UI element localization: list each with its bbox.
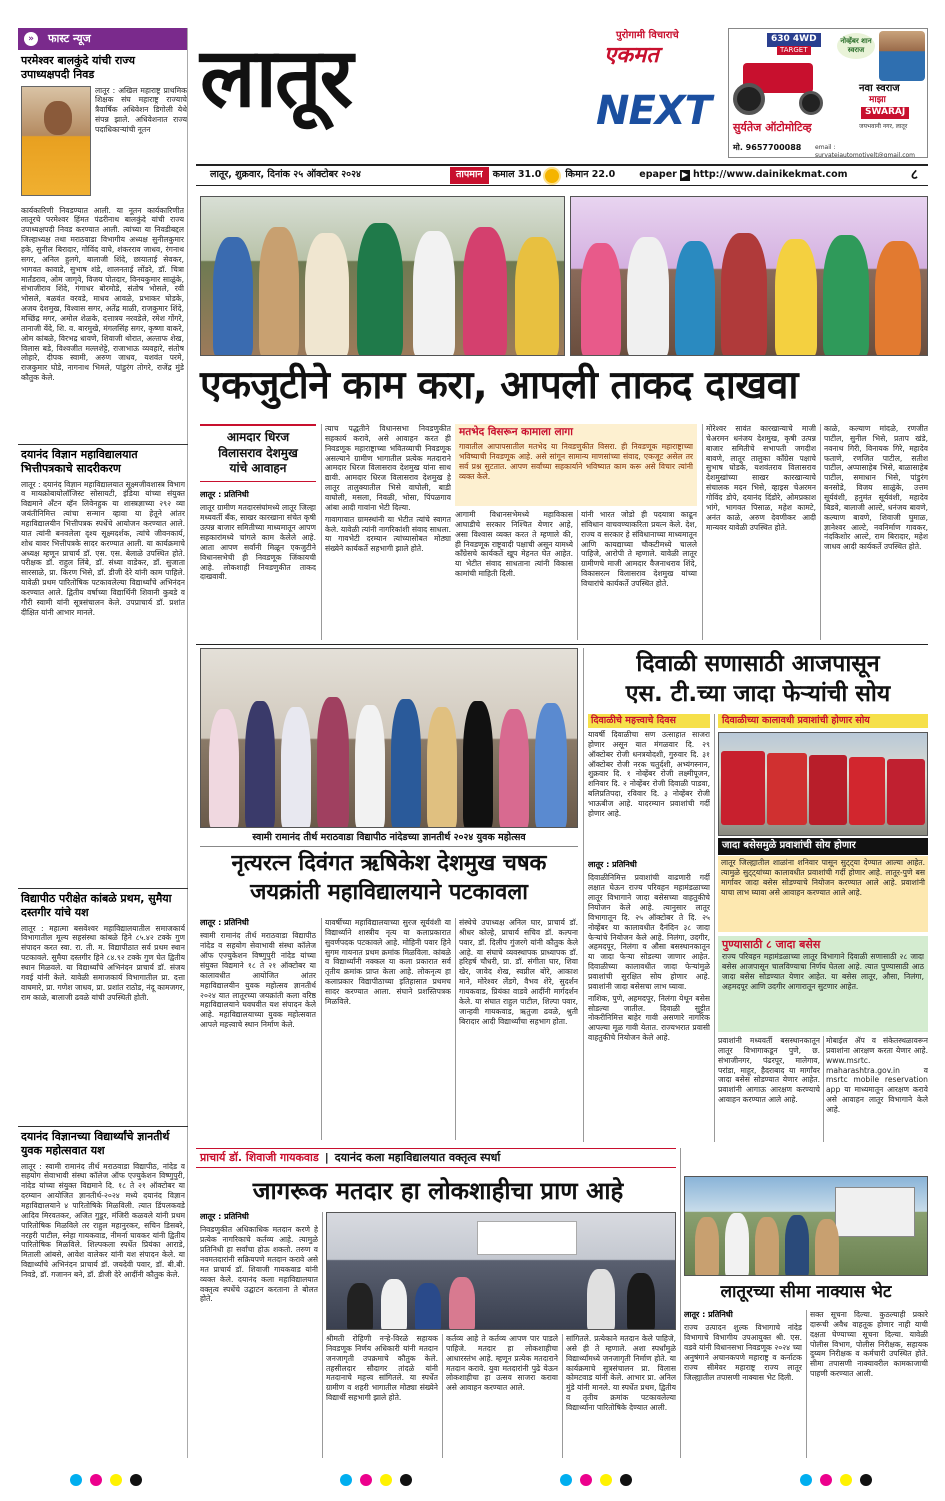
sidebar-story-1 — [18, 50, 187, 406]
youth-headline-2: जयक्रांती महाविद्यालयाने पटकावला — [250, 879, 528, 905]
border-body-a: राज्य उत्पादन शुल्क विभागाचे नांदेड विभागाचे विभागीय उपआयुक्त श्री. एस. वडवे यांनी विधानसभा निवडणूक २०२४ च्या अनुषंगाने अचानकपणे महाराष्ट्र व कर्नाटक राज्य सीमेवर महाराष्ट्र राज्य लातूर जिल्ह्यातील तपासणी नाक्यास भेट दिली. — [684, 1323, 802, 1382]
story-4-title: दयानंद विज्ञानच्या विद्यार्थ्यांचे ज्ञानतीर्थ युवक महोत्सवात यश — [21, 1130, 170, 1157]
diwali-body-d: मोबाईल ॲप व संकेतस्थळावरून प्रवाशांना आरक्षण करता येणार आहे. www.msrtc. maharashtra.gov.in व msrtc mobile reservation app या माध्यमातून आरक्षण करावे असे आवाहन लातूर विभागाने केले आहे. — [826, 1036, 928, 1115]
buses-caption: जादा बसेसमुळे प्रवाशांची सोय होणार — [718, 838, 928, 855]
next-logo: NEXT — [596, 88, 711, 134]
story-3-title: विद्यापीठ परीक्षेत कांबळे प्रथम, सुमैया दस्तगीर यांचे यश — [21, 892, 172, 919]
youth-caption: स्वामी रामानंद तीर्थ मराठवाडा विद्यापीठ नांदेडच्या ज्ञानतीर्थ २०२४ युवक महोत्सव — [200, 832, 578, 847]
ad-brand-line2: माझा — [869, 95, 886, 105]
lead-photo-left — [200, 196, 565, 356]
lead-body-d: आगामी विधानसभेमध्ये महाविकास आघाडीचे सरकार निश्चित येणार आहे, असा विश्वास व्यक्त करत ते म्हणाले की, ही निवडणूक राष्ट्रवादी पक्षाची असून यामध्ये काँग्रेसचे कार्यकर्ते खूप मेहनत घेत आहेत. या भेटीत संवाद साधताना त्यांनी विकास कामांची माहिती दिली. — [455, 510, 573, 579]
pune-head: पुण्यासाठी ८ जादा बसेस — [722, 938, 821, 951]
voter-body-b: श्रीमती रोहिणी नऱ्हे-विरळे सहायक निवडणूक निर्णय अधिकारी यांनी मतदान जनजागृती उपक्रमाचे कौतुक केले. तहसीलदार सौदागर तांदळे यांनी मतदानाचे महत्त्व सांगितले. या स्पर्धेत ग्रामीण व शहरी भागातील मोठ्या संख्येने विद्यार्थी सहभागी झाले होते. — [326, 1334, 438, 1403]
story-2-title: दयानंद विज्ञान महाविद्यालयात भित्तीपत्रकाचे सादरीकरण — [21, 448, 138, 475]
voter-body-a: निवडणुकीत अधिकाधिक मतदान करणे हे प्रत्येक नागरिकाचे कर्तव्य आहे. त्यामुळे प्रतिनिधी हा सर्वांचा होऊ शकतो. तरुण व नवमतदारांनी सक्रियपणे मतदान करावे असे मत प्राचार्य डॉ. शिवाजी गायकवाड यांनी व्यक्त केले. दयानंद कला महाविद्यालयात वक्तृत्व स्पर्धेचे उद्घाटन करताना ते बोलत होते. — [200, 1225, 318, 1304]
border-body-b: सक्त सूचना दिल्या. कुठल्याही प्रकारे दारूची अवैध वाहतूक होणार नाही याची दक्षता घेण्याच्या सूचना दिल्या. यावेळी पोलीस विभाग, पोलीस निरीक्षक, सहायक दुय्यम निरीक्षक व कर्मचारी उपस्थित होते. सीमा तपासणी नाक्यावरील कामकाजाची पाहणी करण्यात आली. — [810, 1310, 928, 1379]
youth-body-c: संस्थेचे उपाध्यक्ष अनिल घार, प्राचार्य डॉ. श्रीधर कोल्हे, प्राचार्य सचिव डॉ. कल्पना पवार, डॉ. दिलीप गुंजरगे यांनी कौतुक केले आहे. या संघाचे व्यवस्थापक प्राध्यापक डॉ. हरिहर्ष चौधरी, प्रा. डॉ. संगीता घार, शिवा खेर, जावेद शेख, स्वप्नील बोरे, आकाश माने, मोरेश्वर लेंडगे, वैभव शेरे, सुदर्शन गायकवाड, प्रियंका वाडवे आदींनी मार्गदर्शन केले. या संघात राहुल पाटील, शिल्पा पवार, जान्हवी गायकवाड, ऋतुजा ढवळे, श्रुती बिरादार आदी विद्यार्थ्यांचा सहभाग होता. — [459, 918, 578, 1026]
ad-dealer: सुर्यतेज ऑटोमोटिव्ह — [733, 121, 812, 134]
lead-subhead-1: आमदार धिरज — [226, 430, 290, 444]
diwali-headline — [588, 650, 928, 710]
lead-col-3 — [455, 510, 573, 640]
story-2-body: लातूर : दयानंद विज्ञान महाविद्यालयात सूक्ष्मजीवशास्त्र विभाग व मायक्रोबायोलॉजिस्ट सोसायटी, इंडिया यांच्या संयुक्त विद्यमाने अँटन व्हॅन लिवेनहुक या शास्त्रज्ञाच्या २९२ व्या जयंतीनिमित्त त्यांचा सन्मान व्हावा या हेतूने आंतर महाविद्यालयीन भित्तीपत्रक स्पर्धेचे आयोजन करण्यात आले. यात त्यांनी बनवलेला दृश्य सूक्ष्मदर्शक, त्यांचे जीवनकार्य, शोध यावर भित्तीपत्रके सादर करण्यात आली. या कार्यक्रमाचे अध्यक्ष म्हणून प्राचार्य डॉ. एस. एस. बेलाळे उपस्थित होते. परीक्षक डॉ. राहुल लिंबे, डॉ. संध्या वाडेकर, डॉ. सुजाता सारसाळे, प्रा. किरण भिसे, डॉ. डीजी देरे यांनी काम पाहिले. यावेळी प्रथम पारितोषिक पटकावलेल्या विद्यार्थ्यांचे अभिनंदन करण्यात आले. द्वितीय वर्षाच्या विद्यार्थिनी शिवानी कुबडे व गौरी स्वामी यांनी सूत्रसंचालन केले. उपप्राचार्य डॉ. प्रशांत दीक्षित यांनी आभार मानले. — [21, 479, 185, 617]
voter-headline: जागरूक मतदार हा लोकशाहीचा प्राण आहे — [252, 1177, 624, 1205]
fast-news-label: फास्ट न्यूज — [48, 31, 91, 45]
lead-body-b: त्याच पद्धतीने विधानसभा निवडणुकीत सहकार्य करावे, असे आवाहन करत ही निवडणूक महाराष्ट्राच्या भवितव्याची निवडणूक असल्याने ग्रामीण भागातील प्रत्येक मतदाराने आमदार धिरज विलासराव देशमुख यांना साथ द्यावी. आमदार धिरज विलासराव देशमुख हे लातूर तालुक्यातील भिसे वाघोली, बाडी वाघोली, मसला, निवळी, भोसा, पिंपळगाव आंबा आदी गावांना भेटी दिल्या. — [325, 424, 451, 512]
lead-body-e: यांनी भारत जोडो ही पदयात्रा काढून संविधान वाचवण्याकरिता प्रयत्न केले. देश, राज्य व सरकार हे संविधानाच्या माध्यमातून आणि कायद्याच्या चौकटीमध्ये चालले पाहिजे, आरोपी ते म्हणाले. यावेळी लातूर ग्रामीणचे माजी आमदार वैजनाथराव शिंदे, विकासरत्न विलासराव देशमुख यांच्या विचारांचे कार्यकर्ते उपस्थित होते. — [581, 510, 697, 589]
temp-label: तापमान — [450, 167, 489, 183]
youth-col-1 — [200, 918, 316, 1140]
ad-model: 630 4WD — [767, 33, 821, 47]
youth-headline-1: नृत्यरत्न दिवंगत ऋषिकेश देशमुख चषक — [231, 851, 547, 876]
border-byline: लातूर : प्रतिनिधी — [684, 1310, 733, 1319]
brand-logo: एकमत — [604, 43, 659, 68]
buses-photo — [718, 732, 928, 836]
tractor-ad[interactable] — [728, 28, 928, 158]
voter-byline: लातूर : प्रतिनिधी — [200, 1212, 249, 1221]
ad-brand-line1: नवा स्वराज — [859, 83, 900, 94]
youth-col-2 — [325, 918, 451, 1140]
border-col-2 — [810, 1310, 928, 1458]
masthead-title: लातूर — [200, 31, 352, 126]
chevron-icon: » — [24, 32, 38, 46]
voter-col-2 — [326, 1334, 438, 1458]
swaraj-logo: SWARAJ — [861, 107, 909, 119]
buses-body: लातूर जिल्ह्यातील शाळांना शनिवार पासून सुट्ट्या देण्यात आल्या आहेत. त्यामुळे सुट्ट्यांच्या कालावधीत प्रवाशांची गर्दी होणार आहे. लातूर-पुणे बस मार्गावर जादा बसेस सोडण्याचे नियोजन करण्यात आले आहे. प्रवाशांनी याचा लाभ घ्यावा असे आवाहन करण्यात आले आहे. — [718, 856, 928, 932]
site-url[interactable]: http://www.dainikekmat.com — [693, 169, 848, 181]
sidebar-story-4 — [21, 1130, 185, 1447]
lead-col-1 — [200, 490, 316, 640]
diwali-headline-2: एस. टी.च्या जादा फेऱ्यांची सोय — [625, 680, 891, 707]
lead-box — [455, 424, 697, 506]
lead-subhead — [200, 424, 316, 482]
diwali-days: यावर्षी दिवाळीचा सण उत्साहात साजरा होणार असून यात मंगळवार दि. २९ ऑक्टोबर रोजी धनत्रयोदशी, गुरुवार दि. ३१ ऑक्टोबर रोजी नरक चतुर्दशी, अभ्यंगस्नान, शुक्रवार दि. १ नोव्हेंबर रोजी लक्ष्मीपूजन, शनिवार दि. २ नोव्हेंबर रोजी दिवाळी पाडवा, बलिप्रतिपदा, रविवार दि. ३ नोव्हेंबर रोजी भाऊबीज आहे. यादरम्यान प्रवाशांची गर्दी होणार आहे. — [588, 730, 710, 818]
ad-person — [879, 31, 925, 81]
diwali-byline: लातूर : प्रतिनिधी — [588, 860, 637, 869]
ad-phone: मो. 9657700088 — [733, 143, 802, 152]
lead-col-4 — [581, 510, 697, 640]
sun-icon — [545, 169, 559, 183]
ad-email: email : suryatejautomotivelt@gmail.com — [815, 144, 916, 158]
border-headline: लातूरच्या सीमा नाक्यास भेट — [720, 1282, 892, 1302]
youth-headline — [200, 850, 578, 907]
diwali-headline-1: दिवाळी सणासाठी आजपासून — [636, 651, 880, 677]
youth-photo — [200, 648, 578, 828]
lead-subhead-3: यांचे आवाहन — [229, 461, 287, 476]
temp-min: किमान 22.0 — [565, 169, 616, 181]
lead-box-title: मतभेद विसरून कामाला लागा — [459, 426, 573, 438]
lead-col-6 — [824, 424, 928, 640]
story-3-body: लातूर : महात्मा बसवेश्वर महाविद्यालयातील समाजकार्य विभागातील मूल्य सहसंस्था कांबळे हिने ८५.४२ टक्के गुण संपादन करत स्वा. रा. ती. म. विद्यापीठात सर्व प्रथम स्थान पटकावले. सुमैया दस्तगीर हिने ८४.९२ टक्के गुण घेत द्वितीय स्थान मिळवले. या विद्यार्थ्यांचे अभिनंदन प्राचार्य डॉ. संजय गवई यांनी केले. यावेळी समाजकार्य विभागातील प्रा. दत्ता वाघमारे, प्रा. गणेश जाधव, प्रा. प्रशांत राठोड, नंदू कामजगर, राम काळे, बालाजी ढवळे यांची उपस्थिती होती. — [21, 923, 185, 1002]
story-1-body: कार्यकारिणी निवडण्यात आली. या नूतन कार्यकारिणीत लातूरचे परमेश्वर हिंमत पंढरीनाथ बालकुंदे यांची राज्य उपाध्यक्षपदी निवड करण्यात आली. त्यांच्या या निवडीबद्दल जिल्हाध्यक्ष तथा मराठवाडा विभागीय अध्यक्ष सुनीलकुमार हके, सुनील बिरादार, गोविंद वाघे, शंकरराव जाधव, रंगनाथ सगर, अनिल हुलगे, बालाजी शिंदे, छायाताई सेवकर, भागवत कावाडे, सुभाष शंडे, शालनताई लोंडरे, डॉ. चित्रा मार्तंडराव, ओम जागृवे, विजय पोतदार, विनयकुमार साळुंके, संभाजीराव शिंदे, गंगाधर बोरमोडे, संतोष भोसले, रवी भोसले, बळवंत वरवडे, माधव आवळे, प्रभाकर घोडके, अजय देशमुख, विश्वास सगर, अतेंद्र माळी, राजकुमार शिंदे, मच्छिंद्र मगर, अमोल शेळके, दत्तात्रय नरवडेले, रमेश गोंगरे, तानाजी येंदे, शि. व. बारमुखे, मंगलसिंह सगर, कृष्णा वाकरे, ओम कांबळे, विरभद्र धावणे, शिवाजी थोरात, अल्ताफ शेख, विलास बडे, विश्वजीत मल्लशेट्टे, राजाभाऊ व्यवहारे, संतोष लोहारे, दीपक स्वामी, अरुण जाधव, यशवंत परमे, राजकुमार घोडे, नागनाथ भिमले, पांडुरंग तोगरे, राजेंद्र मुंडे कौतुक केले. — [21, 205, 184, 383]
fast-news-header — [18, 28, 187, 50]
diwali-col-1 — [588, 860, 710, 1142]
lead-col-5 — [706, 424, 816, 640]
lead-byline: लातूर : प्रतिनिधी — [200, 490, 249, 499]
sidebar-story-2 — [21, 448, 185, 880]
pune-body: राज्य परिवहन महामंडळाच्या लातूर विभागाने दिवाळी सणासाठी २८ जादा बसेस आजपासून चालविण्याचा निर्णय घेतला आहे. त्यात पुण्यासाठी आठ जादा बसेस सोडण्यात येणार आहेत. या बसेस लातूर, औसा, निलंगा, अहमदपूर आणि उदगीर आगारातून सुटणार आहेत. — [722, 952, 924, 991]
lead-body-a: लातूर ग्रामीण मतदारसंघांमध्ये लातूर जिल्हा मध्यवर्ती बँक, साखर कारखाना संचेत कृषी उत्पन्न बाजार समितीच्या माध्यमातून आपण सहकारांमध्ये चांगले काम केलेले आहे. आता आपण सर्वांनी मिळून एकजुटीने विधानसभेची ही निवडणूक जिंकायची आहे. लोकशाही निवडणुकीत ताकद दाखवावी. — [200, 503, 316, 582]
speech-bar-sep: | — [324, 1150, 329, 1164]
youth-body-b: यावर्षीच्या महाविद्यालयाच्या सुरज सूर्यवंशी या विद्यार्थ्याने शास्त्रीय नृत्य या कलाप्रकारात सुवर्णपदक पटकावले आहे. मोहिनी पवार हिने सुगम गायनात प्रथम क्रमांक मिळविला. कांबळे व विद्यार्थ्यांनी नक्कल या कला प्रकारात सर्व तृतीय क्रमांक प्राप्त केला आहे. लोकनृत्य हा कलाप्रकार विद्यापीठाच्या इतिहासात प्रथमच सादर करण्यात आला. संघाने प्रशस्तिपत्रक मिळविले. — [325, 918, 451, 1006]
diwali-col-2 — [718, 1036, 820, 1142]
story-1-title: परमेश्वर बालकुंदे यांची राज्य उपाध्यक्षपदी निवड — [21, 54, 136, 81]
diwali-tag-left: दिवाळीचे महत्त्वाचे दिवस — [588, 714, 710, 728]
temp-max: कमाल 31.0 — [492, 169, 542, 181]
epaper-label: epaper — [639, 169, 677, 181]
diwali-body-c: प्रवाशांनी मध्यवर्ती बसस्थानकातून लातूर विभागाकडून पुणे, छ. संभाजीनगर, पंढरपूर, मालेगाव, परांडा, माहूर, हैदराबाद या मार्गांवर जादा बसेस सोडण्यात येणार आहेत. प्रवाशांनी आगाऊ आरक्षण करण्याचे आवाहन करण्यात आले आहे. — [718, 1036, 820, 1105]
voter-body-d: सांगितले. प्रत्येकाने मतदान केले पाहिजे, असे ही ते म्हणाले. अशा स्पर्धांमुळे विद्यार्थ्यांमध्ये जनजागृती निर्माण होते. या कार्यक्रमाचे सूत्रसंचालन प्रा. विलास कोमटवाड यांनी केले. आभार प्रा. अनिल मुंडे यांनी मानले. या स्पर्धेत प्रथम, द्वितीय व तृतीय क्रमांक पटकावलेल्या विद्यार्थ्यांना पारितोषिके देण्यात आली. — [566, 1334, 676, 1413]
lead-body-g: काळे, कल्याण मांदळे, रणजीत पाटील, सुनील भिसे, प्रताप खंडे, नवनाथ गिरी, विनायक गिरे, महादेव फताणे, रणजित पाटील, सतीश पाटील, अप्पासाहेब भिसे, बाळासाहेब पाटील, समाधान भिसे, पांडुरंग बनसोडे, विजय साळुंके, उत्तम सूर्यवंशी, हनुमंत सूर्यवंशी, महादेव बिडवे, बालाजी आल्टे, धनंजय बावणे, कल्याण बावणे, शिवाजी घुमाळ, ज्ञानेश्वर आल्टे, नवनिर्माण गावकर, नंदकिशोर आल्टे, राम बिरादार, महेश जाधव आदी कार्यकर्ते उपस्थित होते. — [824, 424, 928, 552]
tagline: पुरोगामी विचाराचे — [616, 30, 679, 41]
sidebar-story-3 — [21, 892, 185, 1134]
ad-target: TARGET — [777, 46, 811, 55]
speech-bar — [196, 1148, 676, 1168]
url-arrow-icon: ▶ — [681, 170, 688, 180]
voter-col-1 — [200, 1212, 318, 1458]
lead-col-2 — [325, 424, 451, 640]
lead-subhead-2: विलासराव देशमुख — [218, 445, 298, 460]
masthead — [196, 28, 726, 158]
diwali-body-b: नाशिक, पुणे, अहमदपूर, निलंगा येथून बसेस सोडल्या जातील. दिवाळी सुट्टीत नोकरीनिमित्त बाहेर गावी असणारे नागरिक आपल्या मूळ गावी येतात. राज्यभरात प्रवासी वाहतुकीचे नियोजन केले आहे. — [588, 993, 710, 1043]
ad-slogan: नोव्हेंबर शान स्वराज — [837, 33, 875, 59]
diwali-col-3 — [826, 1036, 928, 1142]
border-col-1 — [684, 1310, 802, 1458]
lead-headline: एकजुटीने काम करा, आपली ताकद दाखवा — [200, 363, 798, 408]
diwali-body-a: दिवाळीनिमित्त प्रवाशांची वाढणारी गर्दी लक्षात घेऊन राज्य परिवहन महामंडळाच्या लातूर विभागाने जादा बसेसच्या वाहतुकीचे नियोजन केले आहे. त्यानुसार लातूर विभागातून दि. २५ ऑक्टोबर ते दि. २५ नोव्हेंबर या कालावधीत दैनंदिन ३८ जादा फेऱ्यांचे नियोजन केले आहे. निलंगा, उदगीर, अहमदपूर, निलंगा व औसा बसस्थानकातून या जादा फेऱ्या सोडल्या जाणार आहेत. दिवाळीच्या कालावधीत जादा फेऱ्यांमुळे प्रवाशांची सुरक्षित सोय होणार आहे. प्रवाशांनी जादा बसेसचा लाभ घ्यावा. — [588, 873, 710, 991]
lead-box-body: गावातील आपापसातील मतभेद या निवडणुकीत विसरा. ही निवडणूक महाराष्ट्राच्या भविष्याची निवडणूक आहे. असे सांगून सामान्य माणसांच्या संवाद, एकजूट असेल तर सर्व प्रश्न सुटतात. आपण सर्वांच्या सहकार्याने भविष्यात काम करू असे विचार त्यांनी व्यक्त केले. — [459, 442, 693, 482]
ad-dealer-sub: जयभवानी नगर, लातूर — [859, 123, 908, 130]
story-1-intro: लातूर : अखिल महाराष्ट्र प्राथमिक शिक्षक संघ महाराष्ट्र राज्याचे त्रैवार्षिक अधिवेशन डिगोली येथे संपन्न झाले. अधिवेशनात राज्य पदाधिकाऱ्यांची नूतन — [95, 85, 187, 134]
voter-body-c: कर्तव्य आहे ते कर्तव्य आपण पार पाडले पाहिजे. मतदार हा लोकशाहीचा आधारस्तंभ आहे. म्हणून प्रत्येक मतदाराने मतदान करावे. युवा मतदारांनी पुढे येऊन लोकशाहीचा हा उत्सव साजरा करावा असे आवाहन करण्यात आले. — [446, 1334, 558, 1393]
page-number: ८ — [910, 166, 918, 183]
youth-body-a: स्वामी रामानंद तीर्थ मराठवाडा विद्यापीठ नांदेड व सहयोग सेवाभावी संस्था कॉलेज ऑफ एज्युकेशन विष्णुपुरी नांदेड यांच्या संयुक्त विद्यमाने १८ ते २१ ऑक्टोबर या कालावधीत आयोजित आंतर महाविद्यालयीन युवक महोत्सव ज्ञानतीर्थ २०२४ यात लातूरच्या जयक्रांती कला वरिष्ठ महाविद्यालयाने घवघवीत यश संपादन केले आहे. महाविद्यालयाच्या युवक महोत्सवात आपले महत्त्वाचे स्थान निर्माण केले. — [200, 931, 316, 1030]
voter-col-3 — [446, 1334, 558, 1458]
dateline-bar — [196, 164, 928, 186]
dateline: लातूर, शुक्रवार, दिनांक २५ ऑक्टोबर २०२४ — [210, 169, 361, 181]
diwali-tag-right: दिवाळीच्या कालावधी प्रवाशांची होणार सोय — [718, 714, 928, 728]
portrait-photo — [21, 86, 91, 196]
border-photo — [684, 1176, 928, 1276]
youth-byline: लातूर : प्रतिनिधी — [200, 918, 249, 927]
youth-col-3 — [459, 918, 578, 1140]
lead-body-f: मोरेश्वर सावंत कारखान्याचे माजी चेअरमन धनंजय देशमुख, कृषी उत्पन्न बाजार समितीचे सभापती जगदीश बावणे, लातूर तालुका काँग्रेस पक्षाचे सुभाष घोडके, यशवंतराव विलासराव देशमुखांच्या साखर कारखान्याचे संचालक मदन भिसे, व्हाइस चेअरमन गोविंद डोपे, दयानंद दिंडोरे, ओमप्रकाश भांगे, भागवत पिसाळ, महेश कामटे, अनंत काळे, अरुण देवणीकर आदी मान्यवर यावेळी उपस्थित होते. — [706, 424, 816, 532]
speech-bar-name: प्राचार्य डॉ. शिवाजी गायकवाड — [200, 1150, 319, 1164]
sidebar — [18, 28, 188, 1458]
voter-col-4 — [566, 1334, 676, 1458]
pune-box — [718, 936, 928, 1032]
lead-body-c: गावागावात ग्रामस्थांनी या भेटीत त्यांचे स्वागत केले. यावेळी त्यांनी नागरिकांशी संवाद साधला. या गावभेटी दरम्यान त्यांच्यासोबत मोठ्या संख्येने कार्यकर्ते सहभागी झाले होते. — [325, 514, 451, 554]
speech-bar-rest: दयानंद कला महाविद्यालयात वक्तृत्व स्पर्धा — [334, 1150, 501, 1164]
tractor-image — [733, 57, 833, 115]
story-4-body: लातूर : स्वामी रामानंद तीर्थ मराठवाडा विद्यापीठ, नांदेड व सहयोग सेवाभावी संस्था कॉलेज ऑफ एज्युकेशन विष्णुपुरी, नांदेड यांच्या संयुक्त विद्यमाने दि. १८ ते २१ ऑक्टोबर या दरम्यान आयोजित ज्ञानतीर्थ-२०२४ मध्ये दयानंद विज्ञान महाविद्यालयाने ४ पारितोषिके मिळविली. त्यात डिंपलकवडे आदिव मिरवतकर, अजित गुडूर, मंजिरी कळवले यांनी प्रथम पारितोषिक मिळविले तर राहुल महानुरकर, सचिन डिसबरे, नरहरी पाटील, स्नेहा गायकवाड, नीमर्ना घावकर यांनी द्वितीय पारितोषिक मिळविले. शिल्पकला स्पर्धेत प्रियंका आराडे, मिताली आंबसे, आवेश वालेकर यांनी यश संपादन केले. या विद्यार्थ्यांचे अभिनंदन प्राचार्य डॉ. जयदेवी पवार, डॉ. बी.बी. निवडे, डॉ. गजानन बने, डॉ. डीजी देरे आदींनी कौतुक केले. — [21, 1161, 185, 1279]
voter-photo — [326, 1212, 676, 1330]
lead-photo-right — [570, 196, 928, 356]
